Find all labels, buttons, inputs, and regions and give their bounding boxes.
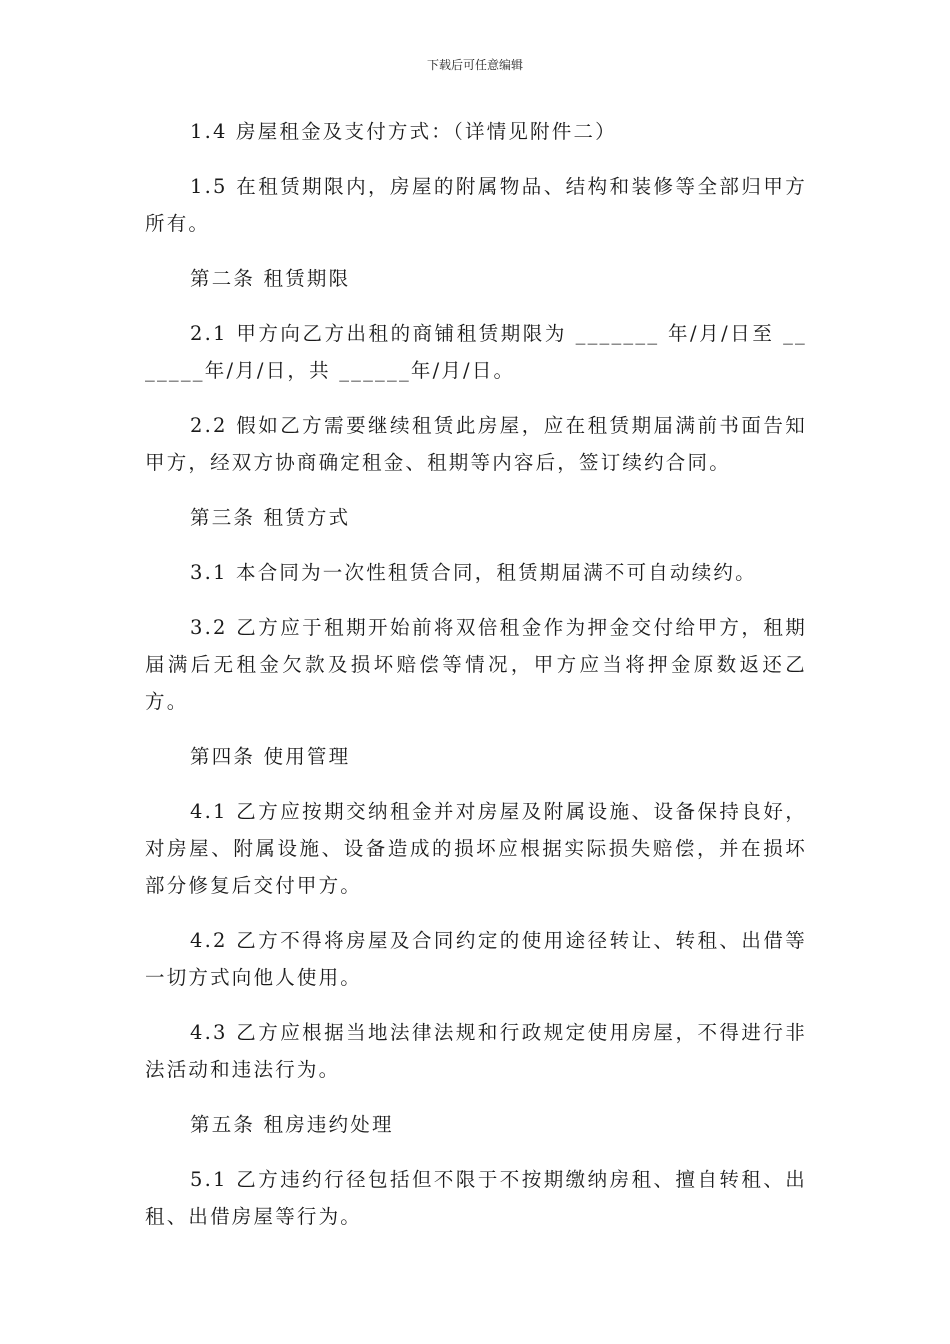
clause-1-4: 1.4 房屋租金及支付方式：（详情见附件二） — [190, 120, 617, 143]
clause-4-3: 4.3 乙方应根据当地法律法规和行政规定使用房屋，不得进行非法活动和违法行为。 — [145, 1021, 807, 1081]
clause-1-5: 1.5 在租赁期限内，房屋的附属物品、结构和装修等全部归甲方所有。 — [145, 175, 807, 235]
clause-2-1: 2.1 甲方向乙方出租的商铺租赁期限为 _______ 年/月/日至 _______年/月/日，共 ______年/月/日。 — [145, 322, 807, 382]
document-body — [145, 113, 807, 1253]
clause-2-2: 2.2 假如乙方需要继续租赁此房屋，应在租赁期届满前书面告知甲方，经双方协商确定租金、租期等内容后，签订续约合同。 — [145, 414, 807, 474]
clause-3-2: 3.2 乙方应于租期开始前将双倍租金作为押金交付给甲方，租期届满后无租金欠款及损坏赔偿等情况，甲方应当将押金原数返还乙方。 — [145, 616, 807, 713]
clause-3-1: 3.1 本合同为一次性租赁合同，租赁期届满不可自动续约。 — [190, 561, 757, 584]
article-3-heading: 第三条 租赁方式 — [190, 506, 351, 529]
clause-5-1: 5.1 乙方违约行径包括但不限于不按期缴纳房租、擅自转租、出租、出借房屋等行为。 — [145, 1168, 807, 1228]
page-header: 下载后可任意编辑 — [426, 58, 523, 72]
article-5-heading: 第五条 租房违约处理 — [190, 1113, 394, 1136]
article-2-heading: 第二条 租赁期限 — [190, 267, 351, 290]
article-4-heading: 第四条 使用管理 — [190, 745, 351, 768]
clause-4-2: 4.2 乙方不得将房屋及合同约定的使用途径转让、转租、出借等一切方式向他人使用。 — [145, 929, 807, 989]
clause-4-1: 4.1 乙方应按期交纳租金并对房屋及附属设施、设备保持良好，对房屋、附属设施、设备造成的损坏应根据实际损失赔偿，并在损坏部分修复后交付甲方。 — [145, 800, 807, 897]
